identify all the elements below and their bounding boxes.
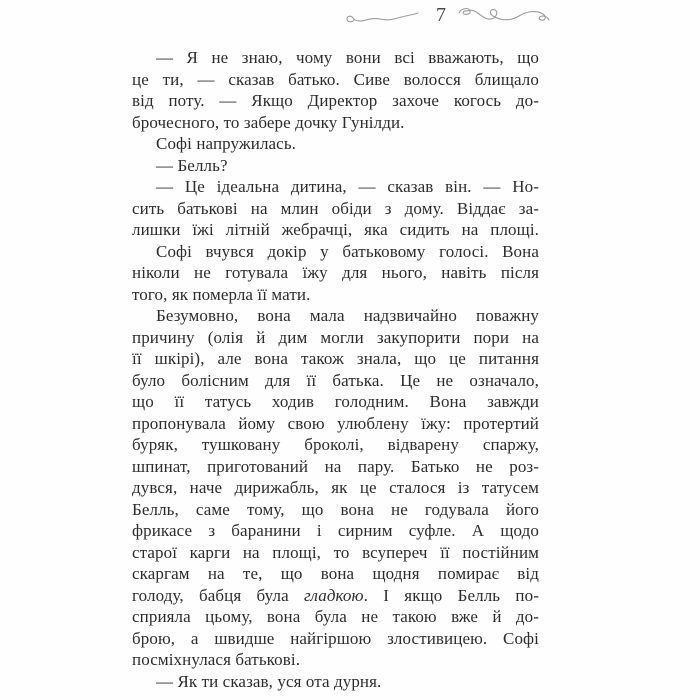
text-segment: шпинат, приготований на пару. Батько не роз- — [132, 456, 539, 476]
text-line — [132, 456, 539, 478]
text-segment: що її татусь ходив голодним. Вона завжди — [132, 392, 539, 411]
text-line — [132, 477, 539, 499]
text-segment: старої карги на площі, то всупереч її постійним — [132, 542, 539, 562]
text-line — [132, 155, 539, 177]
text-line — [132, 499, 539, 521]
text-segment: дувся, наче дирижабль, як це сталося із татусем — [132, 478, 539, 497]
text-line — [132, 606, 539, 628]
text-segment: сить батькові на млин обіди з дому. Віддає за- — [132, 198, 539, 218]
text-segment: скаргам на те, що вона щодня помирає від — [132, 564, 539, 583]
text-line — [132, 671, 539, 693]
text-segment: від поту. — Якщо Директор захоче когось до- — [132, 91, 539, 110]
text-line — [132, 262, 539, 284]
text-line — [132, 563, 539, 585]
text-line — [132, 370, 539, 392]
text-segment: її шкірі), але вона також знала, що це питання — [132, 349, 539, 368]
text-line — [132, 348, 539, 370]
italic-text-segment: гладкою — [304, 585, 364, 605]
text-line — [132, 112, 539, 134]
text-segment: — Белль? — [156, 155, 228, 175]
text-line — [132, 628, 539, 650]
page-header — [0, 0, 700, 34]
text-line — [132, 176, 539, 198]
text-line — [132, 284, 539, 306]
text-segment: це ти, — сказав батько. Сиве волосся блищало — [132, 69, 539, 89]
text-line — [132, 649, 539, 671]
text-segment: — Це ідеальна дитина, — сказав він. — Но- — [156, 177, 539, 196]
text-segment: — Як ти сказав, уся ота дурня. — [156, 671, 382, 691]
text-segment: Безумовно, вона мала надзвичайно поважну — [156, 306, 539, 325]
text-segment: сприяла цьому, вона була не такою вже й до- — [132, 607, 539, 626]
text-line — [132, 391, 539, 413]
flourish-left-icon — [344, 7, 420, 25]
text-segment: брою, а швидше найгіршою злостивицею. Софі — [132, 628, 539, 648]
text-segment: — Я не знаю, чому вони всі вважають, що — [156, 48, 539, 67]
text-segment: буряк, тушковану броколі, відварену спаржу, — [132, 435, 539, 454]
text-segment: ніколи не готувала їжу для нього, навіть після — [132, 263, 539, 282]
text-segment: брочесного, то забере дочку Гунілди. — [132, 112, 405, 132]
text-line — [132, 241, 539, 263]
text-line — [132, 327, 539, 349]
text-line — [132, 198, 539, 220]
text-segment: того, як померла її мати. — [132, 284, 311, 304]
text-segment: Софі вчувся докір у батьковому голосі. Вона — [156, 241, 539, 261]
text-line — [132, 69, 539, 91]
text-line — [132, 133, 539, 155]
flourish-right-icon — [455, 4, 551, 28]
text-line — [132, 413, 539, 435]
text-segment: Белль, саме тому, що вона не годувала його — [132, 499, 539, 519]
text-segment: фрикасе з баранини і сирним суфле. А щодо — [132, 521, 539, 540]
text-line — [132, 219, 539, 241]
text-segment: лишки їжі літній жебрачці, яка сидить на площі. — [132, 220, 539, 239]
text-segment: . І якщо Белль по- — [363, 585, 539, 605]
text-block — [132, 47, 539, 692]
text-line — [132, 305, 539, 327]
text-line — [132, 434, 539, 456]
text-segment: причину (олія й дим могли закупорити пори на — [132, 327, 539, 347]
text-segment: голоду, бабця була — [132, 585, 304, 605]
text-line — [132, 520, 539, 542]
text-line — [132, 542, 539, 564]
text-segment: посміхнулася батькові. — [132, 650, 301, 669]
text-line — [132, 585, 539, 607]
text-segment: було болісним для її батька. Це не означало, — [132, 370, 539, 390]
text-segment: Софі напружилась. — [156, 134, 297, 153]
page-number: 7 — [436, 4, 446, 26]
text-line — [132, 47, 539, 69]
text-line — [132, 90, 539, 112]
text-segment: пропонувала йому свою улюблену їжу: протертий — [132, 413, 539, 433]
